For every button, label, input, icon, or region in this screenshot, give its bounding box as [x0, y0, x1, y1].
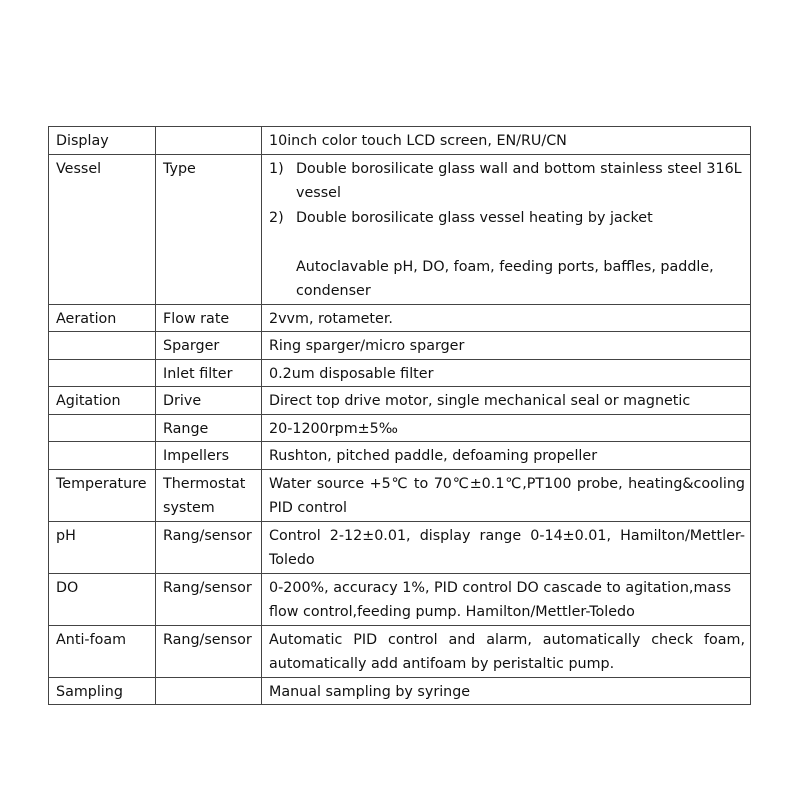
- sub-param-cell: [156, 127, 262, 155]
- sub-param-cell: Rang/sensor: [156, 573, 262, 625]
- value-cell: Automatic PID control and alarm, automatically check foam, automatically add antifoam by peristaltic pump.: [262, 625, 751, 677]
- param-cell: DO: [49, 573, 156, 625]
- param-cell: [49, 359, 156, 387]
- table-row: [49, 127, 751, 155]
- value-cell: Water source +5℃ to 70℃±0.1℃,PT100 probe, heating&cooling PID control: [262, 469, 751, 521]
- value-cell: 20-1200rpm±5‰: [262, 414, 751, 442]
- value-cell: Ring sparger/micro sparger: [262, 332, 751, 360]
- list-item-text: Double borosilicate glass vessel heating by jacket: [296, 209, 653, 226]
- list-item-number: 2): [269, 209, 284, 226]
- value-cell: 0.2um disposable filter: [262, 359, 751, 387]
- value-cell: [262, 154, 751, 304]
- list-item: [269, 157, 745, 206]
- value-cell: 2vvm, rotameter.: [262, 304, 751, 332]
- value-cell: Rushton, pitched paddle, defoaming propeller: [262, 442, 751, 470]
- sub-param-cell: Impellers: [156, 442, 262, 470]
- sub-param-cell: Thermostat system: [156, 469, 262, 521]
- sub-param-cell: Rang/sensor: [156, 521, 262, 573]
- value-cell: Manual sampling by syringe: [262, 677, 751, 705]
- sub-param-cell: Drive: [156, 387, 262, 415]
- sub-param-cell: Sparger: [156, 332, 262, 360]
- blank-line: [269, 230, 745, 255]
- vessel-type-list: [269, 157, 745, 231]
- table-row: [49, 359, 751, 387]
- param-cell: Anti-foam: [49, 625, 156, 677]
- table-row: [49, 677, 751, 705]
- value-cell: 10inch color touch LCD screen, EN/RU/CN: [262, 127, 751, 155]
- table-row: [49, 573, 751, 625]
- sub-param-cell: Inlet filter: [156, 359, 262, 387]
- value-cell: Control 2-12±0.01, display range 0-14±0.01, Hamilton/Mettler-Toledo: [262, 521, 751, 573]
- param-cell: [49, 442, 156, 470]
- value-cell: Direct top drive motor, single mechanical seal or magnetic: [262, 387, 751, 415]
- param-cell: Temperature: [49, 469, 156, 521]
- sub-param-cell: Flow rate: [156, 304, 262, 332]
- param-cell: [49, 414, 156, 442]
- table-row: [49, 469, 751, 521]
- list-item: [269, 206, 745, 231]
- param-cell: Agitation: [49, 387, 156, 415]
- sub-param-cell: Type: [156, 154, 262, 304]
- param-cell: pH: [49, 521, 156, 573]
- param-cell: Aeration: [49, 304, 156, 332]
- sub-param-cell: Range: [156, 414, 262, 442]
- sub-param-cell: [156, 677, 262, 705]
- value-cell: 0-200%, accuracy 1%, PID control DO cascade to agitation,mass flow control,feeding pump. Hamilton/Mettler-Toledo: [262, 573, 751, 625]
- vessel-note: Autoclavable pH, DO, foam, feeding ports, baffles, paddle, condenser: [296, 258, 714, 299]
- spec-table: [48, 126, 751, 705]
- table-row: [49, 304, 751, 332]
- param-cell: Display: [49, 127, 156, 155]
- param-cell: Vessel: [49, 154, 156, 304]
- param-cell: [49, 332, 156, 360]
- sub-param-cell: Rang/sensor: [156, 625, 262, 677]
- table-row: [49, 387, 751, 415]
- param-cell: Sampling: [49, 677, 156, 705]
- table-row: [49, 442, 751, 470]
- list-item-text: Double borosilicate glass wall and bottom stainless steel 316L vessel: [296, 160, 742, 201]
- table-row: [49, 414, 751, 442]
- table-row: [49, 332, 751, 360]
- table-row: [49, 521, 751, 573]
- list-item-number: 1): [269, 160, 284, 177]
- table-row: [49, 625, 751, 677]
- table-row: [49, 154, 751, 304]
